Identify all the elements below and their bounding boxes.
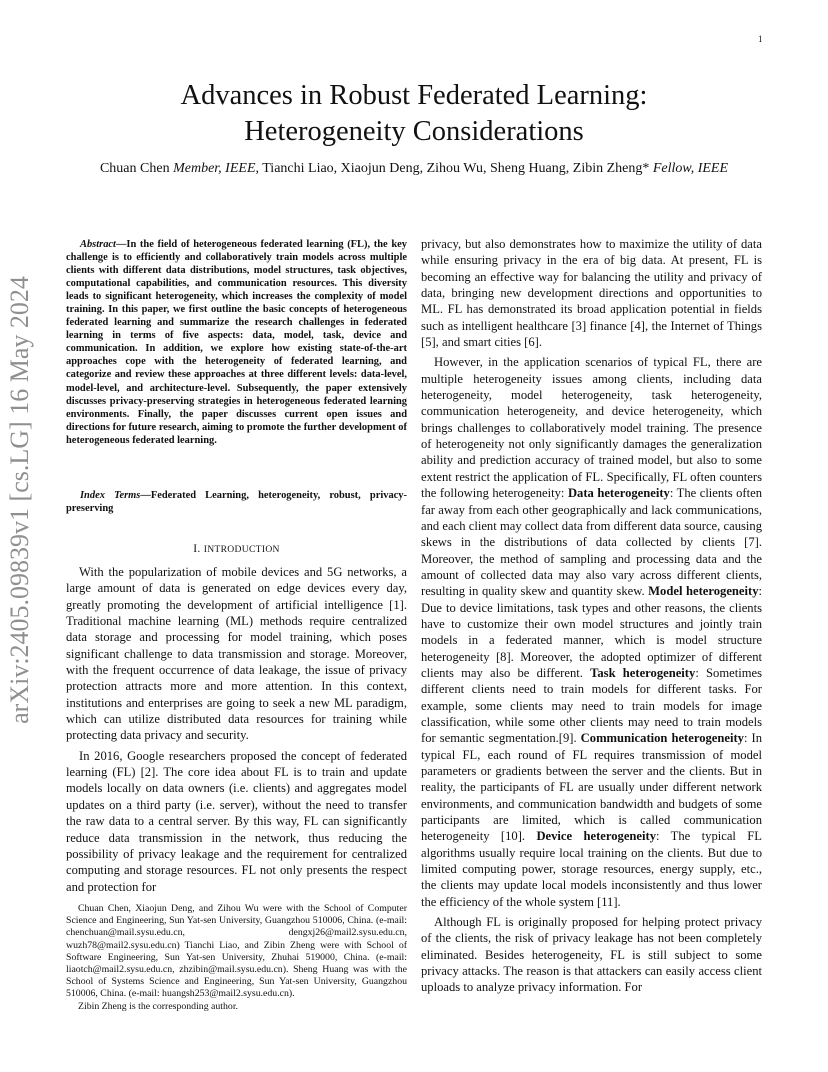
introduction-body	[66, 564, 407, 895]
index-terms-text: —Federated Learning, heterogeneity, robust, privacy-preserving	[66, 490, 408, 515]
author-affiliation-footnote	[66, 903, 407, 1013]
first-author-role: Member, IEEE	[173, 161, 256, 176]
right-paragraph-1: privacy, but also demonstrates how to maximize the utility of data while ensuring privacy in the era of big data. At present, FL is becoming an effective way for balancing the utility and privacy of data, bringing new development directions and opportunities to ML. FL has demonstrated its broad application potential in fields such as intelligent healthcare [3] finance [4], the Internet of Things [5], and smart cities [6].	[421, 237, 762, 350]
last-author-role: Fellow, IEEE	[652, 161, 729, 176]
footnote-affiliations: Chuan Chen, Xiaojun Deng, and Zihou Wu were with the School of Computer Science and Engineering, Sun Yat-sen University, Guangzhou 510006, China. (e-mail: chenchuan@mail.sysu.edu.cn, dengxj26@mail2.sysu.edu.cn, wuzh78@mail2.sysu.edu.cn) Tianchi Liao, and Zibin Zheng were with School of Software Engineering, Sun Yat-sen University, Zhuhai 519000, China. (e-mail: liaotch@mail2.sysu.edu.cn, zhzibin@mail.sysu.edu.cn). Sheng Huang was with the School of Systems Science and Engineering, Sun Yat-sen University, Guangzhou 510006, China. (e-mail: huangsh253@mail2.sysu.edu.cn).	[66, 903, 407, 1000]
section-number: I.	[193, 543, 204, 555]
term-data-heterogeneity: Data heterogeneity	[567, 486, 670, 501]
abstract-label: Abstract	[80, 239, 116, 250]
title-line-2: Heterogeneity Considerations	[244, 116, 584, 147]
term-device-heterogeneity: Device heterogeneity	[536, 829, 657, 844]
p2-text-b: : The clients often far away from each other geographically and lack communications, and each client may collect data from different data source, causing skews in the distributions of data collected by clients [7]. Moreover, the method of sampling and processing data and the amount of collected data may also vary across different clients, resulting in quality skew and quantity skew.	[421, 486, 762, 599]
p2-text-f: : The typical FL algorithms usually require local training on the clients. But due to limited computing power, storage resources, energy supply, etc., the clients may update local models inconsistently and thus lower the efficiency of the whole system [11].	[421, 829, 762, 909]
title-line-1: Advances in Robust Federated Learning:	[180, 80, 648, 111]
first-author: Chuan Chen	[99, 161, 174, 176]
arxiv-identifier-stamp[interactable]: arXiv:2405.09839v1 [cs.LG] 16 May 2024	[5, 276, 34, 724]
p2-text-a: However, in the application scenarios of typical FL, there are multiple heterogeneity issues among clients, including data heterogeneity, model heterogeneity, task heterogeneity, communication heterogeneity, and device heterogeneity, which brings challenges to collaboratively model training. The presence of heterogeneity not only significantly damages the generalization ability and prediction accuracy of trained model, but also to some extent restrict the application of FL. Specifically, FL often counters the following heterogeneity:	[421, 355, 762, 501]
index-terms	[66, 489, 407, 515]
footnote-corresponding-author: Zibin Zheng is the corresponding author.	[78, 1000, 238, 1012]
author-list	[40, 160, 788, 178]
section-heading-introduction	[66, 543, 407, 555]
right-column-body	[421, 236, 762, 996]
p2-text-d: : Sometimes different clients need to train models for different tasks. For example, some clients may need to train models for image classification, while some other clients may need to train models for semantic segmentation.[9].	[421, 665, 763, 746]
index-terms-label: Index Terms	[80, 490, 141, 501]
right-paragraph-3: Although FL is originally proposed for helping protect privacy of the clients, the risk of privacy leakage has not been completely eliminated. Besides heterogeneity, FL is still subject to some privacy attacks. The reason is that attackers can easily access client uploads to analyze privacy information. For	[421, 915, 762, 995]
right-paragraph-2	[421, 354, 762, 910]
p2-text-c: : Due to device limitations, task types and other reasons, the clients have to customize their own model structures and jointly train models in a federated manner, which is model structure heterogeneity [8]. Moreover, the adopted optimizer of different clients may also be different.	[421, 584, 762, 680]
section-title: INTRODUCTION	[203, 544, 280, 555]
intro-paragraph-2: In 2016, Google researchers proposed the concept of federated learning (FL) [2]. The core idea about FL is to train and update models locally on data owners (i.e. clients) and aggregates model updates on a third party (i.e. server), without the need to transfer the raw data to a central server. By this way, FL can significantly reduce data transmission in the network, thus reducing the possibility of privacy leakage and the requirement for centralized computing and storage resources. FL not only presents the respect and protection for	[66, 748, 407, 894]
term-task-heterogeneity: Task heterogeneity	[590, 665, 696, 680]
intro-paragraph-1: With the popularization of mobile devices and 5G networks, a large amount of data is generated on edge devices every day, greatly promoting the development of artificial intelligence [1]. Traditional machine learning (ML) methods require centralized data storage and processing for model training, which poses significant challenge to data transmission and storage. Moreover, with the frequent occurrence of data leakage, the issue of privacy protection attracts more and more attention. In this context, institutions and enterprises are going to seek a new ML paradigm, which can utilize distributed data resources for training while protecting data privacy and security.	[66, 565, 407, 743]
abstract-text: —In the field of heterogeneous federated learning (FL), the key challenge is to efficiently and collaboratively train models across multiple clients with different data distributions, model structures, task objectives, computational capabilities, and communication resources. This diversity leads to significant heterogeneity, which increases the complexity of model training. In this paper, we first outline the basic concepts of heterogeneous federated learning and summarize the research challenges in federated learning in terms of five aspects: data, model, task, device and communication. In addition, we explore how existing state-of-the-art approaches cope with the heterogeneity of federated learning, and categorize and review these approaches at three different levels: data-level, model-level, and architecture-level. Subsequently, the paper extensively discusses privacy-preserving strategies in heterogeneous federated learning environments. Finally, the paper discusses current open issues and directions for future research, aiming to promote the further development of heterogeneous federated learning.	[66, 239, 407, 446]
term-model-heterogeneity: Model heterogeneity	[648, 584, 759, 599]
term-communication-heterogeneity: Communication heterogeneity	[580, 731, 744, 746]
paper-title	[60, 78, 768, 150]
p2-text-e: : In typical FL, each round of FL requires transmission of model parameters or gradients between the server and the clients. But in reality, the participants of FL are usually under different network environments, and communication bandwidth and budgets of some participants are limited, which is called communication heterogeneity [10].	[421, 731, 762, 844]
abstract	[66, 238, 407, 447]
other-authors: , Tianchi Liao, Xiaojun Deng, Zihou Wu, Sheng Huang, Zibin Zheng*	[255, 161, 653, 176]
page-number: 1	[758, 34, 763, 44]
